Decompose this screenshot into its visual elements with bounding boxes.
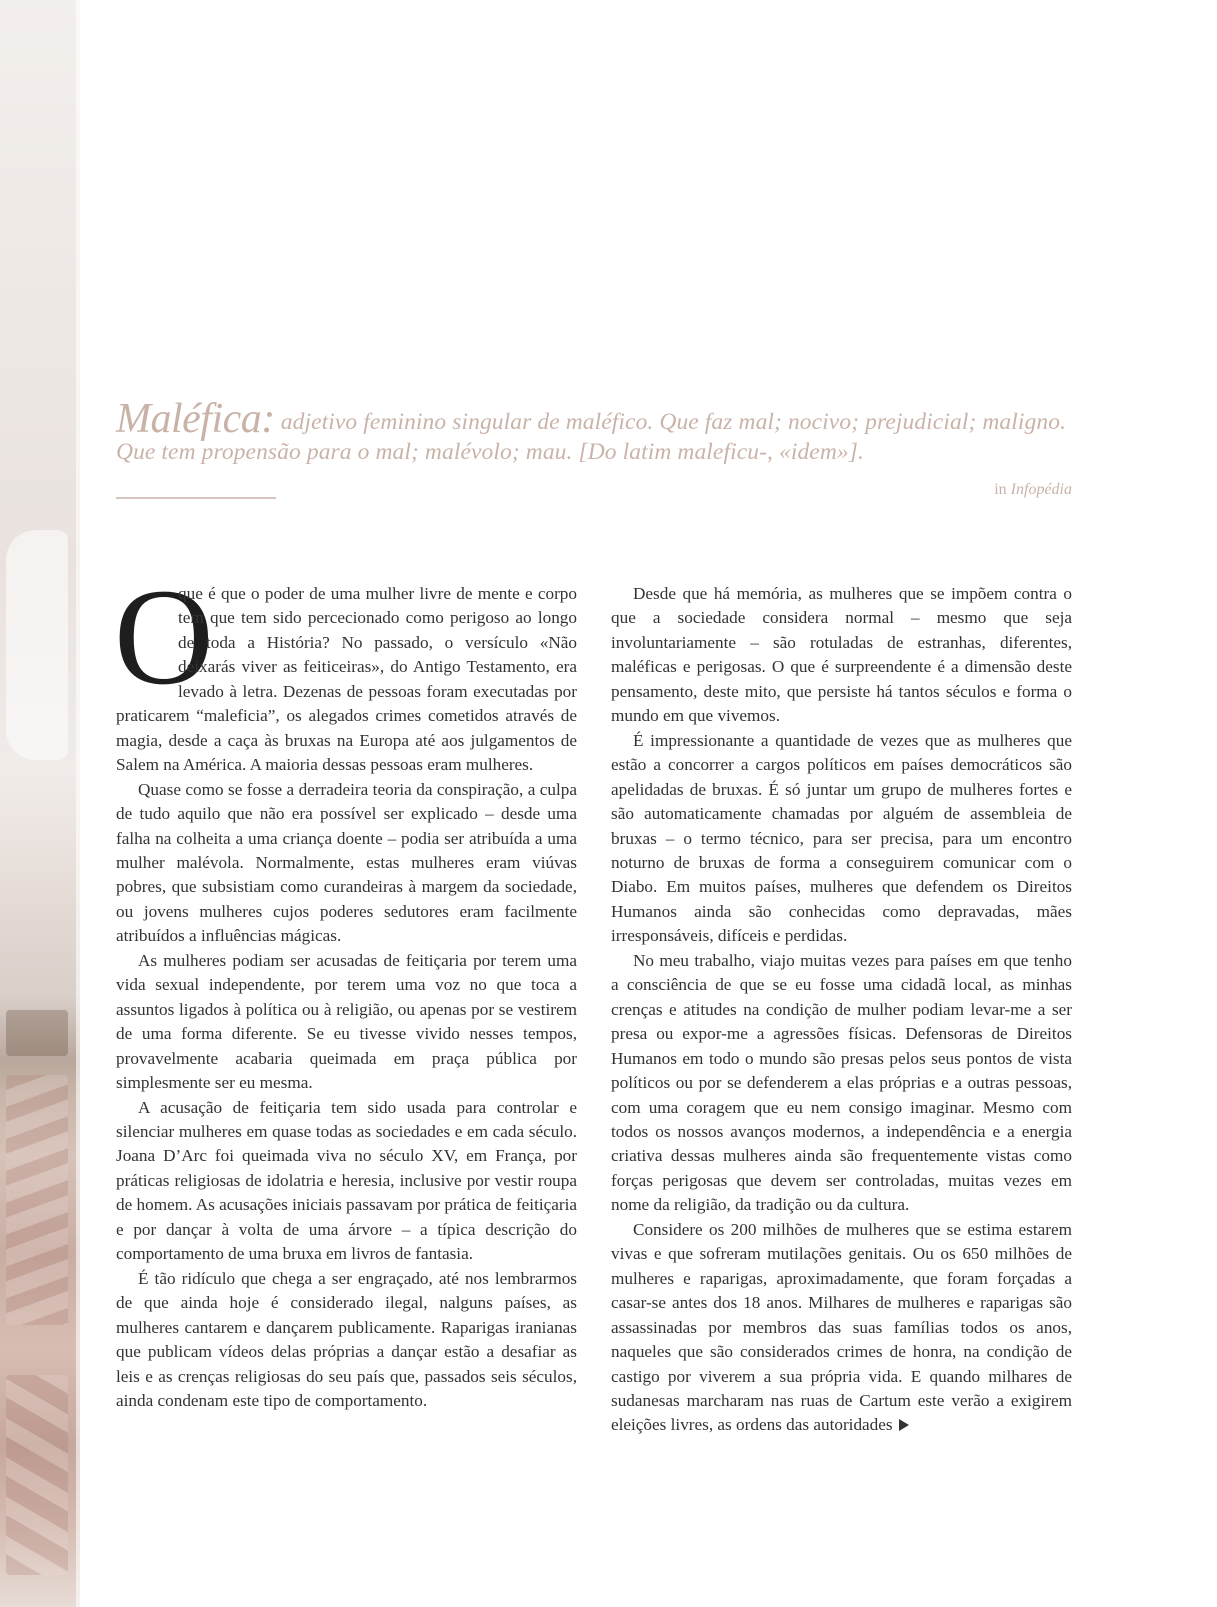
- definition-text: adjetivo feminino singular de maléfico. Que faz mal; nocivo; prejudicial; maligno. Que tem propensão para o mal; malévolo; mau. [Do latim maleficu-, «idem»].: [116, 409, 1067, 465]
- facing-page-photo-edge: [0, 0, 80, 1607]
- article-paragraph: As mulheres podiam ser acusadas de feitiçaria por terem uma vida sexual independente, por terem uma voz no que toca a assuntos ligados à política ou à religião, ou apenas por se vestirem de uma forma diferente. Se eu tivesse vivido nesses tempos, provavelmente acabaria queimada em praça pública por simplesmente ser eu mesma.: [116, 950, 577, 1093]
- photo-rug-pattern-lower: [6, 1375, 68, 1575]
- paragraph-text: Considere os 200 milhões de mulheres que se estima estarem vivas e que sofreram mutilações genitais. Ou os 650 milhões de mulheres e raparigas, aproximadamente, que foram forçadas a casar-se antes dos 18 anos. Milhares de mulheres e raparigas são assassinadas por membros das suas famílias todos os anos, naqueles que são considerados crimes de honra, na condição de castigo por viverem a sua própria vida. E quando milhares de sudanesas marcharam nas ruas de Cartum este verão a exigirem eleições livres, as ordens das autoridades: [611, 1219, 1072, 1435]
- article-column-right: [611, 582, 1072, 1438]
- definition-headword: Maléfica:: [116, 396, 275, 442]
- article-paragraph: [611, 1218, 1072, 1438]
- article-column-left: [114, 560, 578, 1413]
- definition-divider: [116, 497, 276, 499]
- definition-source: [994, 480, 1072, 500]
- article-paragraph: Desde que há memória, as mulheres que se impõem contra o que a sociedade considera normal – mesmo que seja involuntariamente – são rotuladas de estranhas, diferentes, maléficas e perigosas. O que é surpreendente é a dimensão deste pensamento, deste mito, que persiste há tantos séculos e forma o mundo em que vivemos.: [611, 584, 1072, 726]
- drop-cap: O: [114, 560, 214, 713]
- photo-rug-pattern: [6, 1075, 68, 1325]
- article-paragraph: No meu trabalho, viajo muitas vezes para países em que tenho a consciência de que se eu fosse uma cidadã local, as minhas crenças e atitudes na condição de mulher podiam levar-me a ser presa ou expor-me a agressões físicas. Defensoras de Direitos Humanos em todo o mundo são presas pelos seus pontos de vista políticos ou por se defenderem a elas próprias e a outras pessoas, com uma coragem que eu nem consigo imaginar. Mesmo com todos os nossos avanços modernos, a independência e a energia criativa dessas mulheres ainda são frequentemente vistas como forças perigosas que devem ser controladas, muitas vezes em nome da religião, da tradição ou da cultura.: [611, 950, 1072, 1215]
- article-paragraph: É impressionante a quantidade de vezes que as mulheres que estão a concorrer a cargos políticos em países democráticos são apelidadas de bruxas. É só juntar um grupo de mulheres fortes e são automaticamente chamadas por alguém de assembleia de bruxas – o termo técnico, para ser precisa, para um encontro noturno de bruxas de forma a conseguirem comunicar com o Diabo. Em muitos países, mulheres que defendem os Direitos Humanos ainda são conhecidas como depravadas, mães irresponsáveis, difíceis e perdidas.: [611, 730, 1072, 946]
- article-paragraph: Quase como se fosse a derradeira teoria da conspiração, a culpa de tudo aquilo que não era possível ser explicado – desde uma falha na colheita a uma criança doente – podia ser atribuída a uma mulher malévola. Normalmente, estas mulheres eram viúvas pobres, que subsistiam como curandeiras à margem da sociedade, ou jovens mulheres cujos poderes sedutores eram facilmente atribuídos a influências mágicas.: [116, 779, 577, 946]
- continue-arrow-icon: [899, 1419, 909, 1431]
- dictionary-definition: [116, 396, 1076, 467]
- source-prefix: in: [994, 481, 1011, 498]
- paragraph-text: que é que o poder de uma mulher livre de mente e corpo tem que tem sido percecionado como perigoso ao longo de toda a História? No passado, o versículo «Não deixarás viver as feiticeiras», do Antigo Testamento, era levado à letra. Dezenas de pessoas foram executadas por praticarem “maleficia”, os alegados crimes cometidos através de magia, desde a caça às bruxas na Europa até aos julgamentos de Salem na América. A maioria dessas pessoas eram mulheres.: [116, 584, 577, 775]
- article-paragraph: A acusação de feitiçaria tem sido usada para controlar e silenciar mulheres em quase todas as sociedades e em cada século. Joana D’Arc foi queimada viva no século XV, em França, por práticas religiosas de idolatria e heresia, inclusive por vestir roupa de homem. As acusações iniciais passavam por prática de feitiçaria e por dançar à volta de uma árvore – a típica descrição do comportamento de uma bruxa em livros de fantasia.: [116, 1097, 578, 1264]
- source-name: Infopédia: [1010, 481, 1072, 498]
- photo-armchair-detail: [6, 530, 68, 760]
- article-paragraph: [114, 560, 577, 778]
- photo-chair-leg-detail: [6, 1010, 68, 1056]
- article-paragraph: É tão ridículo que chega a ser engraçado, até nos lembrarmos de que ainda hoje é considerado ilegal, nalguns países, as mulheres cantarem e dançarem publicamente. Raparigas iranianas que publicam vídeos delas próprias a dançar estão a desafiar as leis e as crenças religiosas do seu país que, passados seis séculos, ainda condenam este tipo de comportamento.: [116, 1268, 577, 1410]
